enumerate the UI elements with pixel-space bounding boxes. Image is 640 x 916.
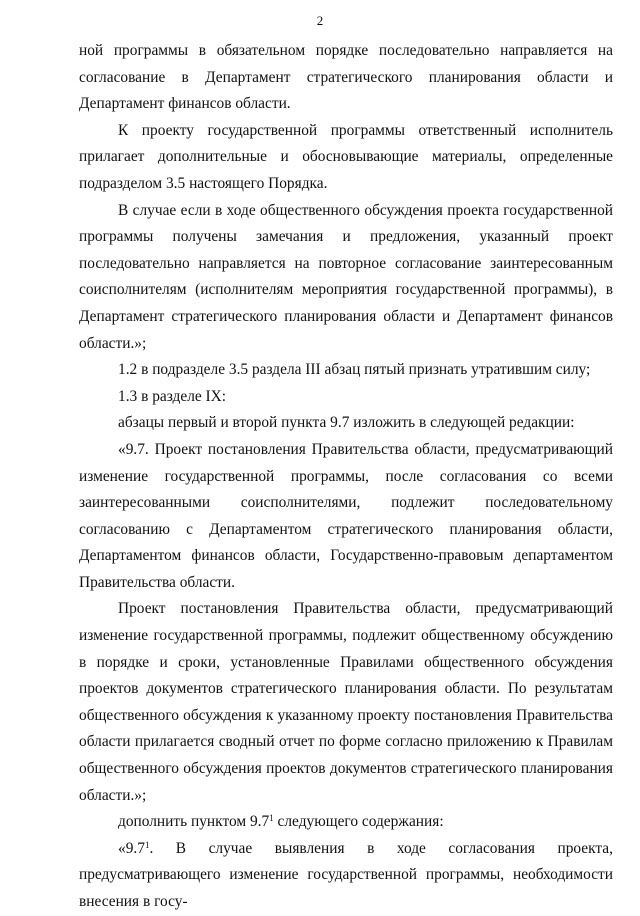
paragraph-attachments: К проекту государственной программы ответственный исполнитель прилагает дополнительные и обосновывающие материалы, определенные подразделом 3.5 настоящего Порядка. [79,121,613,192]
paragraph-amendment-intro: абзацы первый и второй пункта 9.7 изложить в следующей редакции: [118,414,575,432]
paragraph-continuation: ной программы в обязательном порядке последовательно направляется на согласование в Департамент стратегического планирования области и Департамент финансов области. [79,42,613,113]
text-fragment: следующего содержания: [273,813,444,831]
superscript: 1 [144,839,150,850]
paragraph-clause-9-7-second: Проект постановления Правительства области, предусматривающий изменение государственной программы, подлежит общественному обсуждению в порядке и сроки, установленные Правилами общественного обсуждения проектов документов стратегического планирования области. По результатам общественного обсуждения к указанному проекту постановления Правительства области прилагается сводный отчет по форме согласно приложению к Правилам общественного обсуждения проектов документов стратегического планирования области.»; [79,600,613,804]
text-fragment: «9.7 [118,839,145,857]
paragraph-item-1-3: 1.3 в разделе IX: [118,387,227,405]
text-fragment: дополнить пунктом 9.7 [118,813,270,831]
document-body [79,38,613,916]
page-number: 2 [316,13,324,28]
paragraph-clause-9-7-1 [79,836,613,916]
paragraph-item-1-2: 1.2 в подразделе 3.5 раздела III абзац пятый признать утратившим силу; [118,361,591,379]
text-fragment: . В случае выявления в ходе согласования проекта, предусматривающего изменение государственной программы, необходимости внесения в госу- [79,839,613,910]
superscript: 1 [269,813,274,824]
paragraph-public-discussion: В случае если в ходе общественного обсуждения проекта государственной программы получены замечания и предложения, указанный проект последовательно направляется на повторное согласование заинтересованным соисполнителям (исполнителям мероприятия государственной программы), в Департамент стратегического планирования области и Департамент финансов области.»; [79,201,613,352]
paragraph-supplement-intro [79,809,613,836]
paragraph-clause-9-7: «9.7. Проект постановления Правительства области, предусматривающий изменение государственной программы, после согласования со всеми заинтересованными соисполнителями, подлежит последовательному согласованию с Департаментом стратегического планирования области, Департаментом финансов области, Государственно-правовым департаментом Правительства области. [79,440,613,591]
